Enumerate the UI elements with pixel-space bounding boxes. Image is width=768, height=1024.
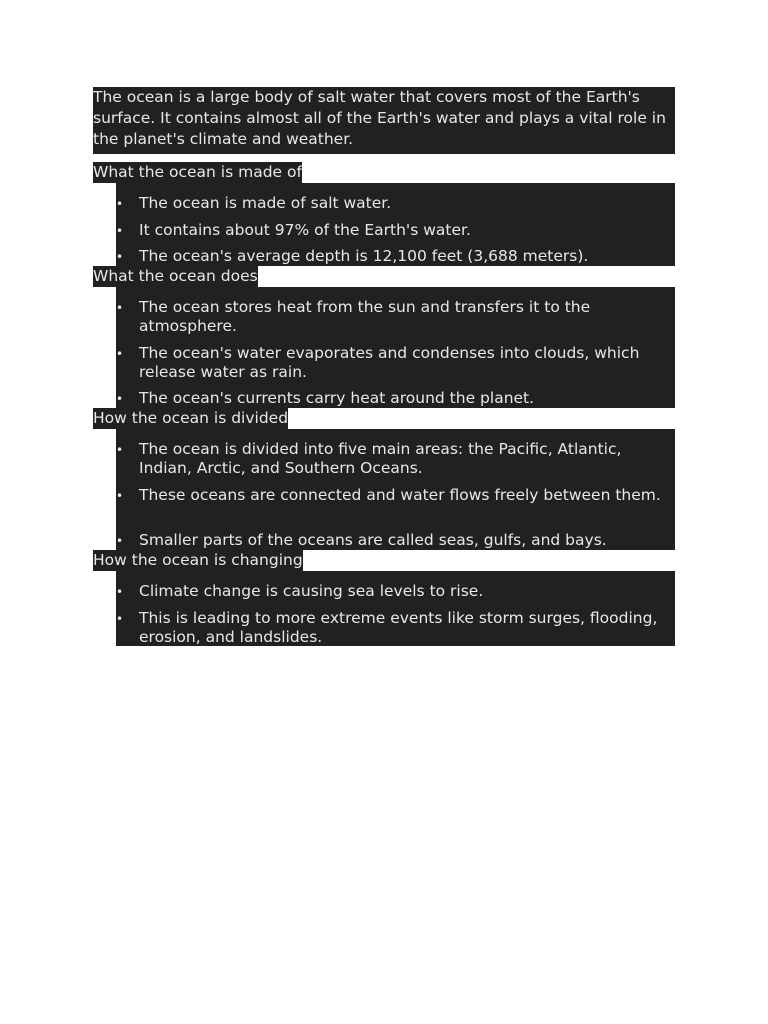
list-item-text: The ocean is divided into five main areas: the Pacific, Atlantic, Indian, Arctic, and Southern Oceans.: [139, 440, 622, 477]
bullet-icon: •: [116, 489, 124, 503]
bullet-icon: •: [116, 301, 124, 315]
list-item-text: These oceans are connected and water flows freely between them.: [139, 486, 661, 504]
list-item-text: The ocean's water evaporates and condenses into clouds, which release water as rain.: [139, 344, 640, 381]
list-item-text: This is leading to more extreme events like storm surges, flooding, erosion, and landslides.: [139, 609, 658, 646]
list-item-text: The ocean's average depth is 12,100 feet (3,688 meters).: [139, 247, 589, 265]
list-item-text: It contains about 97% of the Earth's water.: [139, 221, 471, 239]
section-heading: How the ocean is divided: [93, 409, 289, 427]
section-heading: What the ocean is made of: [93, 163, 302, 181]
bullet-list: [116, 429, 675, 550]
intro-paragraph: The ocean is a large body of salt water that covers most of the Earth's surface. It contains almost all of the Earth's water and plays a vital role in the planet's climate and weather.: [93, 88, 666, 148]
bullet-icon: •: [116, 392, 124, 406]
intro-paragraph-block: [93, 87, 675, 154]
bullet-icon: •: [116, 612, 124, 626]
bullet-icon: •: [116, 347, 124, 361]
bullet-list: [116, 183, 675, 266]
bullet-icon: •: [116, 443, 124, 457]
bullet-list: [116, 571, 675, 646]
bullet-icon: •: [116, 585, 124, 599]
bullet-icon: •: [116, 250, 124, 264]
bullet-list: [116, 287, 675, 408]
list-item-text: The ocean stores heat from the sun and transfers it to the atmosphere.: [139, 298, 591, 335]
bullet-icon: •: [116, 534, 124, 548]
bullet-icon: •: [116, 224, 124, 238]
bullet-icon: •: [116, 197, 124, 211]
section-heading: What the ocean does: [93, 267, 258, 285]
list-item-text: The ocean is made of salt water.: [139, 194, 392, 212]
section-heading: How the ocean is changing: [93, 551, 303, 569]
list-item-text: Climate change is causing sea levels to rise.: [139, 582, 484, 600]
list-item-text: Smaller parts of the oceans are called seas, gulfs, and bays.: [139, 531, 607, 549]
list-item-text: The ocean's currents carry heat around the planet.: [139, 389, 535, 407]
